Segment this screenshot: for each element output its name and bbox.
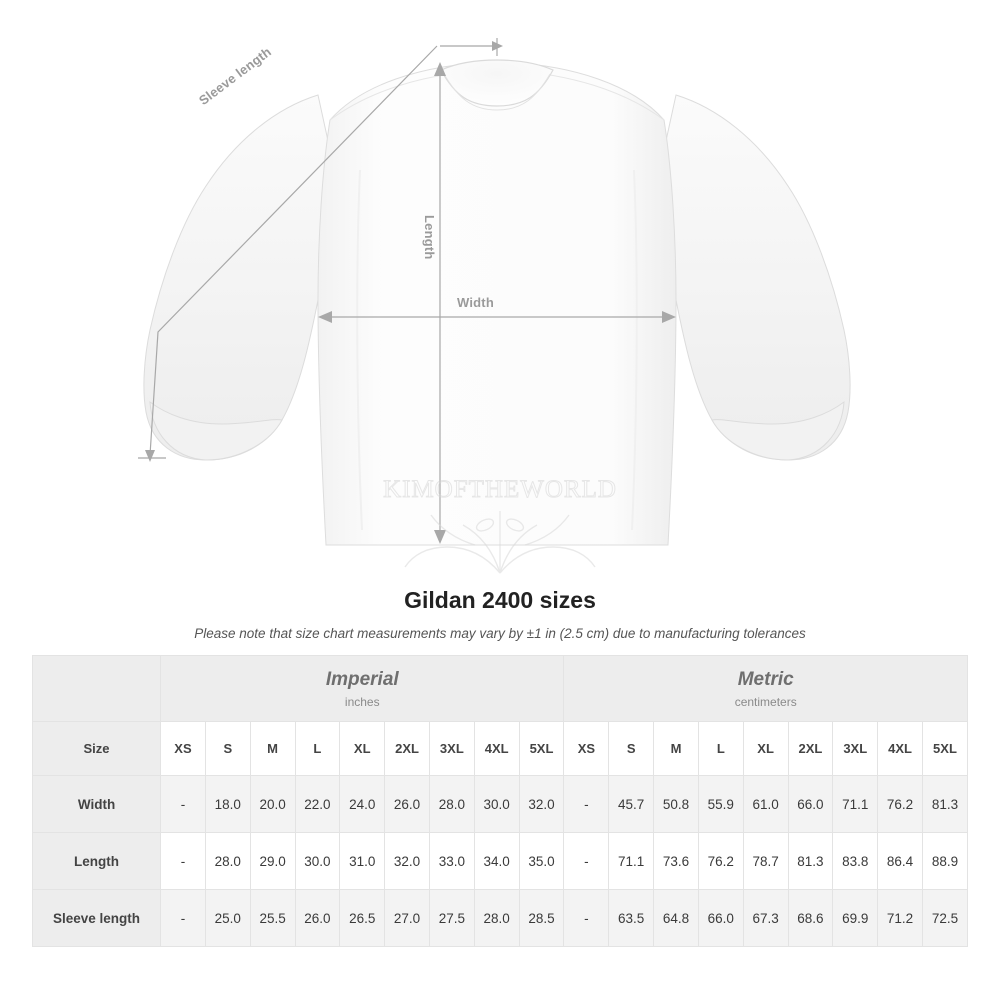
size-header-imperial-4xl: 4XL [474,722,519,776]
size-header-metric-xl: XL [743,722,788,776]
imperial-label: Imperial [325,669,399,691]
page-title: Gildan 2400 sizes [404,587,596,613]
cell-width-metric-m: 50.8 [654,776,699,833]
cell-width-metric-xl: 61.0 [743,776,788,833]
cell-sleeve-metric-xl: 67.3 [743,890,788,947]
cell-width-metric-xs: - [564,776,609,833]
cell-sleeve-metric-l: 66.0 [698,890,743,947]
cell-sleeve-metric-m: 64.8 [654,890,699,947]
cell-sleeve-imperial-s: 25.0 [205,890,250,947]
cell-width-imperial-3xl: 28.0 [429,776,474,833]
size-header-imperial-5xl: 5XL [519,722,564,776]
cell-length-metric-l: 76.2 [698,833,743,890]
cell-length-imperial-3xl: 33.0 [429,833,474,890]
cell-length-imperial-m: 29.0 [250,833,295,890]
size-header-metric-4xl: 4XL [878,722,923,776]
cell-sleeve-metric-2xl: 68.6 [788,890,833,947]
cell-length-imperial-2xl: 32.0 [385,833,430,890]
size-header-row [33,722,968,776]
table-corner-cell [33,656,161,722]
cell-width-metric-l: 55.9 [698,776,743,833]
cell-sleeve-imperial-4xl: 28.0 [474,890,519,947]
size-header-label: Size [33,722,161,776]
size-header-metric-5xl: 5XL [922,722,967,776]
metric-label: Metric [737,669,794,691]
cell-length-metric-4xl: 86.4 [878,833,923,890]
cell-sleeve-imperial-xl: 26.5 [340,890,385,947]
cell-width-imperial-4xl: 30.0 [474,776,519,833]
size-header-metric-xs: XS [564,722,609,776]
cell-sleeve-metric-4xl: 71.2 [878,890,923,947]
watermark-text: KIMOFTHEWORLD [383,476,617,503]
cell-length-metric-xs: - [564,833,609,890]
row-label-width: Width [33,776,161,833]
imperial-group-header [161,656,564,722]
table-row [33,776,968,833]
cell-length-metric-s: 71.1 [609,833,654,890]
table-row [33,890,968,947]
cell-width-imperial-xs: - [161,776,206,833]
unit-header-row [33,656,968,722]
cell-length-imperial-xl: 31.0 [340,833,385,890]
size-chart-table-wrapper [32,655,968,947]
cell-width-imperial-l: 22.0 [295,776,340,833]
table-row [33,833,968,890]
cell-width-imperial-xl: 24.0 [340,776,385,833]
size-header-imperial-s: S [205,722,250,776]
size-header-metric-l: L [698,722,743,776]
cell-length-metric-xl: 78.7 [743,833,788,890]
cell-length-imperial-l: 30.0 [295,833,340,890]
cell-width-imperial-s: 18.0 [205,776,250,833]
width-dimension-label: Width [457,295,494,310]
cell-length-metric-m: 73.6 [654,833,699,890]
cell-width-imperial-5xl: 32.0 [519,776,564,833]
imperial-unit: inches [344,694,380,709]
cell-sleeve-metric-5xl: 72.5 [922,890,967,947]
cell-width-metric-3xl: 71.1 [833,776,878,833]
cell-sleeve-imperial-m: 25.5 [250,890,295,947]
size-header-imperial-xl: XL [340,722,385,776]
cell-length-imperial-xs: - [161,833,206,890]
sleeve-length-dimension-label: Sleeve length [196,43,275,108]
cell-sleeve-imperial-xs: - [161,890,206,947]
size-header-imperial-xs: XS [161,722,206,776]
metric-group-header [564,656,968,722]
size-header-imperial-3xl: 3XL [429,722,474,776]
cell-sleeve-imperial-l: 26.0 [295,890,340,947]
cell-sleeve-imperial-2xl: 27.0 [385,890,430,947]
metric-unit: centimeters [734,694,797,709]
size-header-metric-m: M [654,722,699,776]
row-label-length: Length [33,833,161,890]
cell-width-metric-4xl: 76.2 [878,776,923,833]
cell-sleeve-imperial-3xl: 27.5 [429,890,474,947]
size-header-imperial-m: M [250,722,295,776]
cell-length-imperial-4xl: 34.0 [474,833,519,890]
cell-length-metric-2xl: 81.3 [788,833,833,890]
cell-width-imperial-2xl: 26.0 [385,776,430,833]
cell-sleeve-metric-xs: - [564,890,609,947]
length-dimension-label: Length [422,215,437,260]
row-label-sleeve-length: Sleeve length [33,890,161,947]
cell-sleeve-metric-s: 63.5 [609,890,654,947]
cell-length-imperial-5xl: 35.0 [519,833,564,890]
cell-width-imperial-m: 20.0 [250,776,295,833]
cell-sleeve-metric-3xl: 69.9 [833,890,878,947]
cell-width-metric-s: 45.7 [609,776,654,833]
size-header-metric-3xl: 3XL [833,722,878,776]
cell-length-metric-5xl: 88.9 [922,833,967,890]
size-header-metric-s: S [609,722,654,776]
cell-length-metric-3xl: 83.8 [833,833,878,890]
cell-sleeve-imperial-5xl: 28.5 [519,890,564,947]
size-header-imperial-l: L [295,722,340,776]
size-header-metric-2xl: 2XL [788,722,833,776]
cell-width-metric-5xl: 81.3 [922,776,967,833]
cell-length-imperial-s: 28.0 [205,833,250,890]
cell-width-metric-2xl: 66.0 [788,776,833,833]
measurement-note: Please note that size chart measurements may vary by ±1 in (2.5 cm) due to manufacturing tolerances [194,626,806,641]
size-chart-table [32,655,968,947]
size-header-imperial-2xl: 2XL [385,722,430,776]
